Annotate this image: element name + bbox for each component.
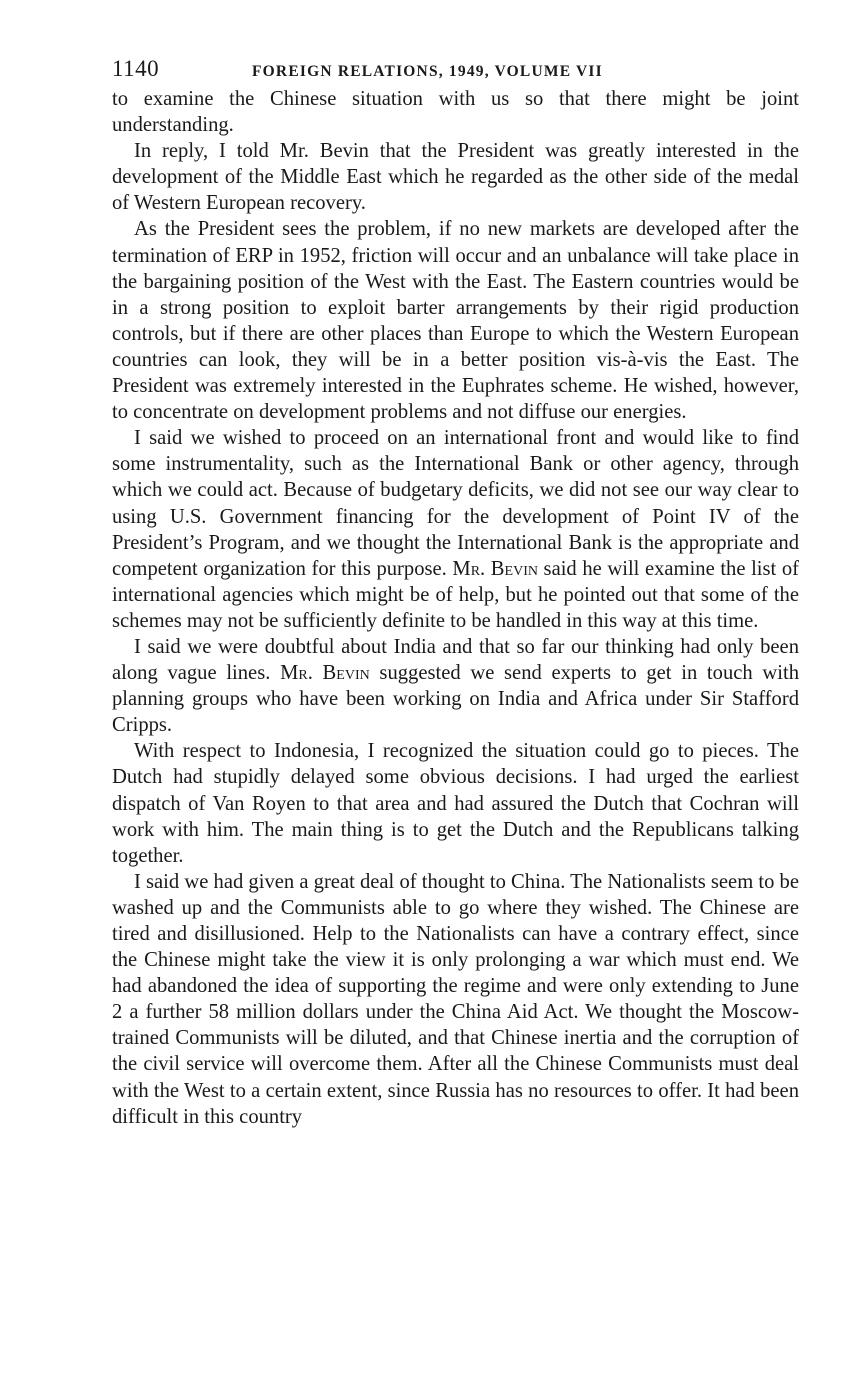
page-number: 1140 [112,56,160,81]
paragraph-china: I said we had given a great deal of thought to China. The Nationalists seem to be washed up and the Communists able to go where they wished. The Chinese are tired and disillusioned. Help to the Nationalists can have a contrary effect, since the Chinese might take the view it is only prolonging a war which must end. We had abandoned the idea of supporting the regime and were only extending to June 2 a further 58 million dollars under the China Aid Act. We thought the Moscow-trained Communists will be diluted, and that Chinese inertia and the corruption of the civil service will overcome them. After all the Chinese Communists must deal with the West to a certain extent, since Russia has no resources to offer. It had been difficult in this country [112,870,799,1128]
paragraph-text-part: suggested we send experts to get in touch with planning groups who have been working on India and Africa under Sir Stafford Cripps. [112,662,799,737]
paragraph-international-front [112,425,799,634]
paragraph-continuation: to examine the Chinese situation with us so that there might be joint understanding. [112,88,799,137]
running-title: FOREIGN RELATIONS, 1949, VOLUME VII [252,63,603,80]
speaker-name: Mr. Bevin [280,662,370,685]
paragraph-indonesia: With respect to Indonesia, I recognized the situation could go to pieces. The Dutch had stupidly delayed some obvious decisions. I had urged the earliest dispatch of Van Royen to that area and had assured the Dutch that Cochran will work with him. The main thing is to get the Dutch and the Republicans talking together. [112,740,799,867]
paragraph-text-part: I said we wished to proceed on an international front and would like to find some instrumentality, such as the International Bank or other agency, through which we could act. Because of budgetary deficits, we did not see our way clear to using U.S. Government financing for the development of Point IV of the President’s Program, and we thought the International Bank is the appropriate and competent organization for this purpose. [112,427,799,580]
paragraph-text-part: said he will examine the list of international agencies which might be of help, but he pointed out that some of the schemes may not be sufficiently definite to be handled in this way at this time. [112,557,799,632]
running-header [112,52,799,86]
paragraph-text-part: I said we were doubtful about India and that so far our thinking had only been along vague lines. [112,635,799,685]
paragraph-middle-east: In reply, I told Mr. Bevin that the President was greatly interested in the development of the Middle East which he regarded as the other side of the medal of Western European recovery. [112,140,799,215]
paragraph-president-problem: As the President sees the problem, if no new markets are developed after the termination of ERP in 1952, friction will occur and an unbalance will take place in the bargaining position of the West with the East. The Eastern countries would be in a strong position to exploit barter arrangements by their rigid production controls, but if there are other places than Europe to which the Western European countries can look, they will be in a better position vis-à-vis the East. The President was extremely interested in the Euphrates scheme. He wished, however, to concentrate on development problems and not diffuse our energies. [112,218,799,424]
document-page [112,52,799,1130]
speaker-name: Mr. Bevin [452,557,538,580]
body-text [112,86,799,1130]
paragraph-india [112,634,799,738]
